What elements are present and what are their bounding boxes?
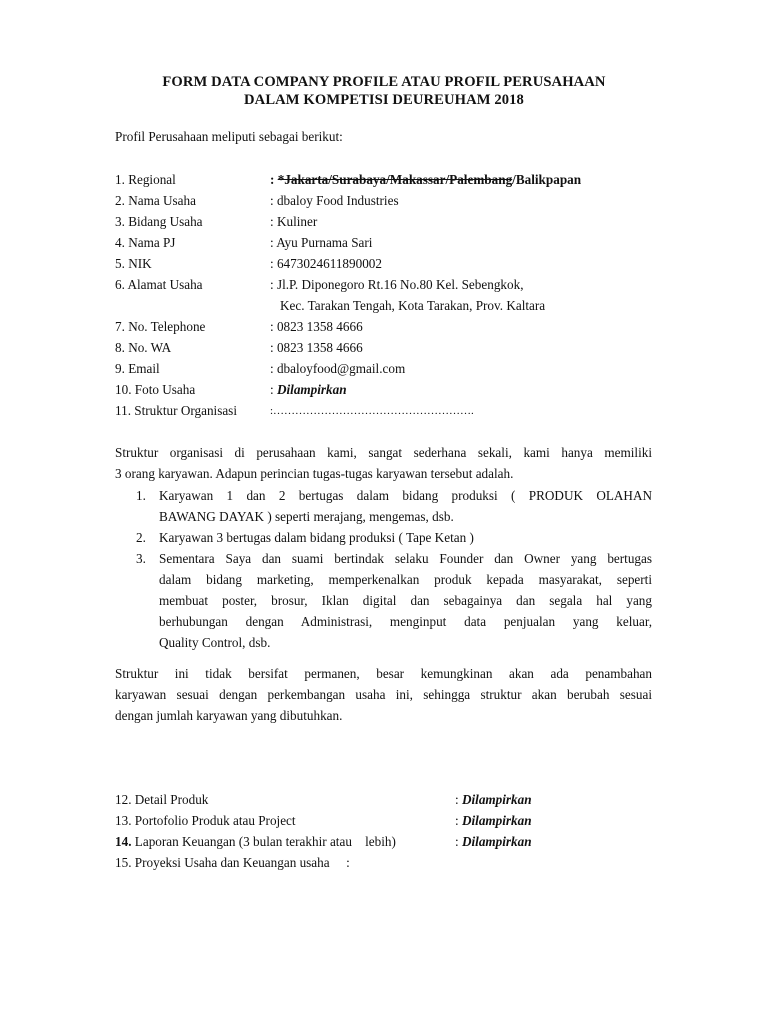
field-label-wa: 8. No. WA xyxy=(115,340,172,355)
field-label-bidang-usaha: 3. Bidang Usaha xyxy=(115,214,203,229)
struktur-paragraph-line-2: 3 orang karyawan. Adapun perincian tugas-tugas karyawan tersebut adalah. xyxy=(115,466,514,481)
field-value-email: : dbaloyfood@gmail.com xyxy=(270,361,406,376)
field-value-regional: : *Jakarta/Surabaya/Makassar/Palembang/Balikpapan xyxy=(270,172,582,187)
field-label-nik: 5. NIK xyxy=(115,256,152,271)
task-3-line-5: Quality Control, dsb. xyxy=(159,635,271,650)
attachment-label-laporan-keuangan: 14. Laporan Keuangan (3 bulan terakhir atau lebih) xyxy=(115,834,396,849)
struktur-paragraph-line-1: Struktur organisasi di perusahaan kami, sangat sederhana sekali, kami hanya memiliki xyxy=(115,445,652,460)
attachment-label-detail-produk: 12. Detail Produk xyxy=(115,792,209,807)
attachment-value-laporan-keuangan: : Dilampirkan xyxy=(455,834,532,849)
field-value-bidang-usaha: : Kuliner xyxy=(270,214,318,229)
field-label-alamat: 6. Alamat Usaha xyxy=(115,277,203,292)
task-2-line-1: Karyawan 3 bertugas dalam bidang produksi ( Tape Ketan ) xyxy=(159,530,474,545)
task-1-line-2: BAWANG DAYAK ) seperti merajang, mengemas, dsb. xyxy=(159,509,454,524)
field-value-foto-usaha: : Dilampirkan xyxy=(270,382,347,397)
closing-paragraph-line-2: karyawan sesuai dengan perkembangan usaha ini, sehingga struktur akan berubah sesuai xyxy=(115,687,652,702)
attachment-value-portofolio: : Dilampirkan xyxy=(455,813,532,828)
field-value-struktur: :………………………………………………. xyxy=(270,405,474,417)
field-value-nama-pj: : Ayu Purnama Sari xyxy=(270,235,373,250)
field-label-foto-usaha: 10. Foto Usaha xyxy=(115,382,196,397)
field-label-nama-pj: 4. Nama PJ xyxy=(115,235,176,250)
task-3-line-2: dalam bidang marketing, memperkenalkan produk kepada masyarakat, seperti xyxy=(159,572,652,587)
field-value-alamat: : Jl.P. Diponegoro Rt.16 No.80 Kel. Sebengkok, xyxy=(270,277,524,292)
task-number-3: 3. xyxy=(136,551,146,566)
field-label-nama-usaha: 2. Nama Usaha xyxy=(115,193,196,208)
title-line-2: DALAM KOMPETISI DEUREUHAM 2018 xyxy=(244,92,524,108)
field-label-regional: 1. Regional xyxy=(115,172,176,187)
task-3-line-4: berhubungan dengan Administrasi, menginput data penjualan yang keluar, xyxy=(159,614,652,629)
attachment-label-proyeksi: 15. Proyeksi Usaha dan Keuangan usaha : xyxy=(115,855,350,870)
attachment-value-detail-produk: : Dilampirkan xyxy=(455,792,532,807)
field-value-alamat-line-2: Kec. Tarakan Tengah, Kota Tarakan, Prov. Kaltara xyxy=(280,298,546,313)
closing-paragraph-line-1: Struktur ini tidak bersifat permanen, besar kemungkinan akan ada penambahan xyxy=(115,666,652,681)
field-label-telephone: 7. No. Telephone xyxy=(115,319,206,334)
struck-regions: *Jakarta/Surabaya/Makassar/Palembang xyxy=(277,172,513,187)
field-value-wa: : 0823 1358 4666 xyxy=(270,340,363,355)
task-3-line-3: membuat poster, brosur, Iklan digital dan sebagainya dan segala hal yang xyxy=(159,593,652,608)
task-3-line-1: Sementara Saya dan suami bertindak selaku Founder dan Owner yang bertugas xyxy=(159,551,652,566)
field-value-nik: : 6473024611890002 xyxy=(270,256,382,271)
field-value-nama-usaha: : dbaloy Food Industries xyxy=(270,193,399,208)
attachment-label-portofolio: 13. Portofolio Produk atau Project xyxy=(115,813,296,828)
task-1-line-1: Karyawan 1 dan 2 bertugas dalam bidang produksi ( PRODUK OLAHAN xyxy=(159,488,652,503)
task-number-2: 2. xyxy=(136,530,146,545)
field-value-telephone: : 0823 1358 4666 xyxy=(270,319,363,334)
task-number-1: 1. xyxy=(136,488,146,503)
field-label-struktur: 11. Struktur Organisasi xyxy=(115,403,237,418)
field-label-email: 9. Email xyxy=(115,361,160,376)
closing-paragraph-line-3: dengan jumlah karyawan yang dibutuhkan. xyxy=(115,708,343,723)
title-line-1: FORM DATA COMPANY PROFILE ATAU PROFIL PERUSAHAAN xyxy=(162,74,606,90)
intro-text: Profil Perusahaan meliputi sebagai berikut: xyxy=(115,129,343,144)
